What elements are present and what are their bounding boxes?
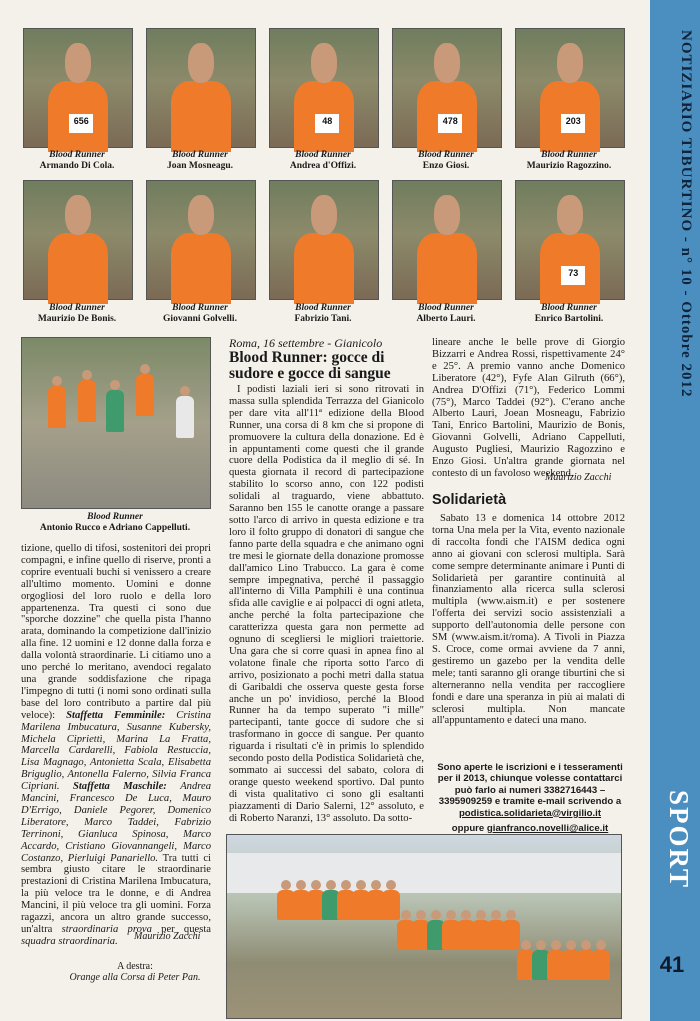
relay-text-b-2: per questa: [161, 924, 212, 935]
portrait-caption: [265, 150, 381, 172]
portrait-team: Blood Runner: [418, 303, 474, 313]
magazine-issue-title: NOTIZIARIO TIBURTINO - n° 10 - Ottobre 2012: [678, 30, 694, 398]
portrait-name: Armando Di Cola.: [39, 161, 115, 171]
relay-text-b-italic-2: squadra straordinaria.: [21, 935, 118, 947]
solidarieta-text: Sabato 13 e domenica 14 ottobre 2012 torna Una mela per la Vita, evento nazionale di raccolta fondi che l'AISM dedica ogni anno ai giovani con sclerosi multipla. Sarà come sempre determinante animare i Punti di Solidarietà per garantire continuità al finanziamento alla ricerca sulla sclerosi multipla (www.aism.it) e per sostenere l'offerta dei servizi socio assistenziali a supporto dell'autonomia delle persone con SM (www.aism.it/roma). A Tivoli in Piazza S. Croce, come ormai avviene da 7 anni, gestiremo un gazebo per la vendita delle mele; tanti saranno gli orange tiburtini che si alterneranno nella vendita per raccogliere fondi e dare una speranza in più ai malati di sclerosi multipla. Non mancate all'appuntamento e dateci una mano.: [432, 513, 625, 727]
contact-text: Sono aperte le iscrizioni e i tesseramenti per il 2013, chiunque volesse contattarci può farlo ai numeri 3382716443 – 3395909259 e tramite e-mail scrivendo a: [437, 762, 623, 808]
portrait-team: Blood Runner: [541, 303, 597, 313]
portrait-caption: [511, 150, 627, 172]
portrait-name: Giovanni Golvelli.: [163, 314, 237, 324]
portrait-photo: [269, 28, 379, 148]
contact-or: oppure: [451, 823, 485, 835]
caption-team: Blood Runner: [87, 512, 143, 522]
contact-email-2[interactable]: gianfranco.novelli@alice.it: [486, 823, 609, 835]
portrait-name: Enrico Bartolini.: [534, 314, 604, 324]
portrait-photo: [23, 180, 133, 300]
portrait-team: Blood Runner: [541, 150, 597, 160]
portrait-caption: [142, 303, 258, 325]
team-group-photo: [226, 834, 622, 1019]
portrait-team: Blood Runner: [172, 150, 228, 160]
portrait-caption: [388, 150, 504, 172]
portrait-team: Blood Runner: [172, 303, 228, 313]
portrait-name: Fabrizio Tani.: [294, 314, 352, 324]
staffetta-f-label: Staffetta Femminile:: [66, 709, 166, 721]
race-photo: [21, 337, 211, 509]
article-headline: Blood Runner: gocce di sudore e gocce di sangue: [229, 349, 391, 382]
portrait-caption: [388, 303, 504, 325]
staffetta-m-label: Staffetta Maschile:: [72, 781, 167, 793]
portrait-photo: [146, 28, 256, 148]
article-column-1: [229, 384, 424, 824]
relay-text-a: tizione, quello di tifosi, sostenitori dei propri compagni, e infine quello di riserve, pronti a coprire eventuali buchi si venissero a creare all'ultimo momento. Uomini e donne orgogliosi del loro ruolo e della loro appartenenza. Tra questi ci sono due "sporche dozzine" che quella pista l'hanno arata, dominando la competizione dall'inizio alla fine. 12 uomini e 12 donne dalla forza e dalla volontà straordinarie. Li citiamo uno a uno perché lo meritano, avendoci regalato una grande soddisfazione che ripaga l'impegno di tutti (i nomi sono ordinati sulla base del loro contributo a partire dal più veloce):: [21, 543, 211, 721]
race-bib: 203: [561, 114, 585, 133]
relay-text-b: Tra tutti ci sembra giusto citare le straordinarie prestazioni di Cristina Marilena Imbucatura, la più veloce tra le donne, e di Andrea Mancini, il più veloce tra gli uomini. Forza ragazzi, ancora un altro grande successo, un'altra: [21, 852, 212, 935]
portrait-caption: [19, 303, 135, 325]
portrait-photo: [392, 180, 502, 300]
race-bib: 48: [315, 114, 339, 133]
page-number: 41: [659, 952, 685, 977]
portrait-name: Andrea d'Offizi.: [289, 161, 357, 171]
portrait-name: Enzo Giosi.: [422, 161, 470, 171]
article-body-1: I podisti laziali ieri si sono ritrovati in massa sulla splendida Terrazza del Gianicolo per dare vita all'11ª edizione della Blood Runner, una corsa di 8 km che si propone di promuovere la cultura della donazione. Ed è in appuntamenti come questi che il grande cuore della Podistica da il meglio di sé. In questa giornata il record di partecipazione stabilito lo scorso anno, con 122 podisti solidali al traguardo, viene abbattuto. Saranno ben 155 le canotte orange a passare sotto l'arco di arrivo in questa edizione e tra loro il folto gruppo di donatori di sangue che fanno parte della squadra e che animano ogni tre mesi le giornate della donazione promosse dall'amico Lino Trabucco. La gara è come sempre impegnativa, perché il passaggio all'interno di Villa Pamphili è una continua sfida alle caviglie e ai polpacci di ogni atleta, anche perché la folta partecipazione che caratterizza questa gara non permette ad ognuno di scegliersi le migliori traiettorie. Una gara che si corre quasi in apnea fino al volatone finale che riporta sotto l'arco di arrivo, posizionato a pochi metri dalla statua di Garibaldi che osserva queste gesta forse anche un po' invidioso, perché la Blood Runner ha da tempo superato "i mille" partecipanti, tante gocce di sudore che si trasformano in gocce di sangue. Per quanto riguarda i risultati c'è in primis lo splendido secondo posto della Podistica Solidarietà che, sommato ai successi del sabato, colora di orange questo weekend sportivo. Dal punto di vista qualitativo ci sono gli esaltanti piazzamenti di Dario Salerni, 12° assoluto, e di Roberto Naranzi, 13° assoluto. Da sotto-: [229, 384, 424, 824]
portrait-photo: [23, 28, 133, 148]
race-bib: 478: [438, 114, 462, 133]
portrait-photo: [269, 180, 379, 300]
bottom-photo-label: A destra:: [117, 961, 153, 972]
portrait-photo: [392, 28, 502, 148]
portrait-photo: [515, 28, 625, 148]
solidarieta-body: [432, 513, 625, 753]
portrait-name: Alberto Lauri.: [416, 314, 476, 324]
portrait-caption: [142, 150, 258, 172]
race-bib: 73: [561, 266, 585, 285]
portrait-name: Maurizio Ragozzino.: [526, 161, 612, 171]
bottom-photo-caption-text: Orange alla Corsa di Peter Pan.: [69, 972, 201, 983]
relay-text-b-italic: straordinaria prova: [61, 924, 152, 935]
section-label: SPORT: [664, 790, 694, 890]
portrait-team: Blood Runner: [49, 303, 105, 313]
portrait-caption: [511, 303, 627, 325]
race-photo-caption: [21, 512, 209, 534]
solidarieta-headline: Solidarietà: [432, 492, 507, 508]
portrait-caption: [19, 150, 135, 172]
staffetta-m-names: Andrea Mancini, Francesco De Luca, Mauro D'Errigo, Daniele Pegorer, Domenico Liberatore, Marco Taddei, Fabrizio Terrinoni, Gianluca Spinosa, Marco Accardo, Cristiano Giovannangeli, Marco Costanzo, Pierluigi Panariello.: [21, 781, 211, 864]
portrait-name: Maurizio De Bonis.: [37, 314, 117, 324]
portrait-team: Blood Runner: [418, 150, 474, 160]
bottom-photo-caption: [60, 961, 210, 983]
caption-names: Antonio Rucco e Adriano Cappelluti.: [39, 523, 191, 533]
article-body-2: lineare anche le belle prove di Giorgio Bizzarri e Andrea Rossi, rispettivamente 24° e 25°. A premio vanno anche Domenico Liberatore (42°), Fyfe Alan Gilruth (66°), Andrea D'Offizi (71°), Federico Lommi (75°), Marco Taddei (92°). C'erano anche Alberto Lauri, Joean Mosneagu, Fabrizio Tani, Enrico Bartolini, Maurizio de Bonis, Giovanni Golvelli, Adriano Cappelluti, Augusto Pugliesi, Maurizio Ragozzino e Enzo Giosi. Un'altra grande giornata nel contesto di un favoloso weekend.: [432, 337, 625, 479]
portrait-team: Blood Runner: [49, 150, 105, 160]
portrait-photo: [146, 180, 256, 300]
relay-signature: Maurizio Zacchi: [134, 931, 201, 942]
article-signature: Maurizio Zacchi: [545, 472, 612, 483]
portrait-team: Blood Runner: [295, 150, 351, 160]
contact-email-1[interactable]: podistica.solidarieta@virgilio.it: [458, 807, 602, 819]
portrait-caption: [265, 303, 381, 325]
portrait-photo: [515, 180, 625, 300]
article-dateline: Roma, 16 settembre - Gianicolo: [229, 336, 383, 350]
race-bib: 656: [69, 114, 93, 133]
portrait-team: Blood Runner: [295, 303, 351, 313]
staffetta-f-names: Cristina Marilena Imbucatura, Susanne Kubersky, Michela Cipriettì, Marina La Fratta, Marcella Cardarelli, Fabiola Restuccia, Lisa Magnago, Antonietta Scala, Elisabetta Briguglio, Antonella Falerno, Silvia Franca Cipriani.: [21, 709, 211, 793]
portrait-name: Joan Mosneagu.: [167, 161, 233, 171]
